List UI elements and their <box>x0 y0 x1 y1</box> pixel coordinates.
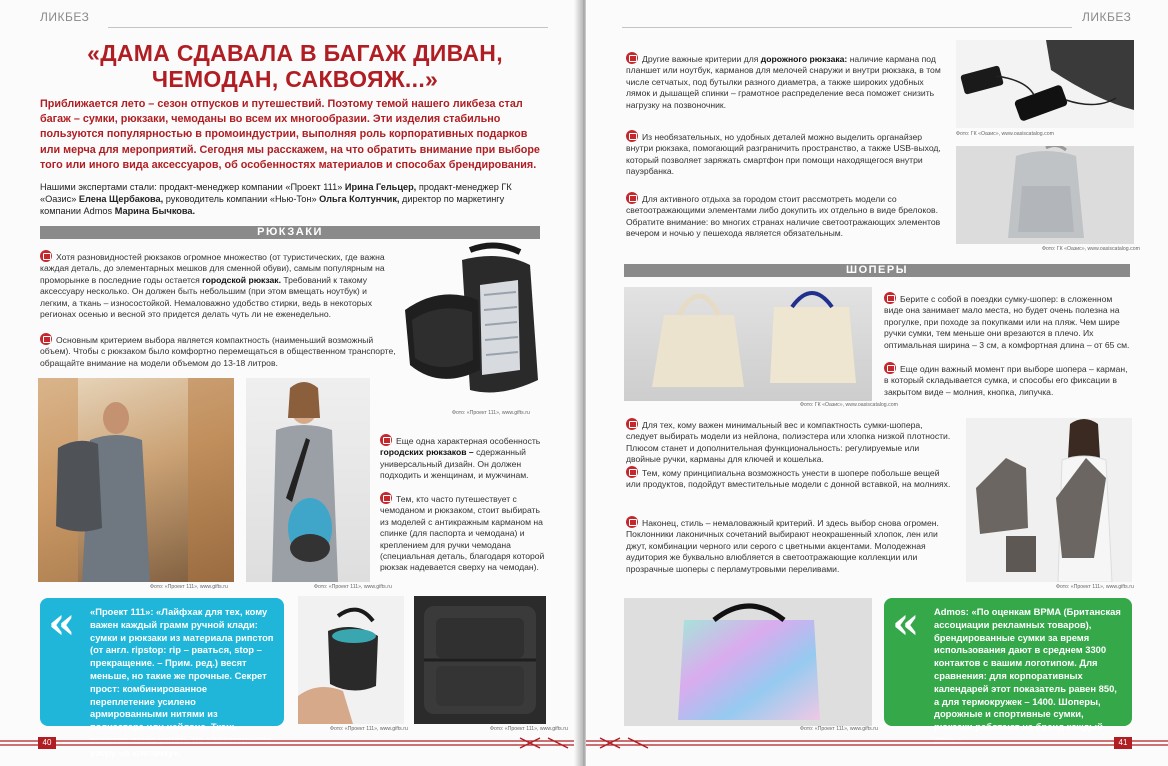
bag-bullet-icon <box>380 492 392 504</box>
right-page <box>586 0 1168 766</box>
usb-backpack-photo <box>956 40 1134 128</box>
footer-ornament <box>0 736 582 750</box>
shoppers-paragraph-2: Еще один важный момент при выборе шопера – карман, в который складывается сумка, и способы его фиксации в закрытом виде – молния, кнопка, липучка. <box>884 364 1128 397</box>
photo-credit: Фото: ГК «Оазис», www.oasiscatalog.com <box>800 402 898 408</box>
backpacks-paragraph-4: Тем, кто часто путешествует с чемоданом и рюкзаком, стоит выбирать из моделей с антикражным карманом на спинке (для паспорта и чемодана) и креплением для ручки чемодана (специальная деталь, благодаря которой рюкзак надевается сверху на чемодан). <box>380 494 545 573</box>
backpacks-paragraph-7: Для активного отдыха за городом стоит рассмотреть модели со светоотражающими элементами либо докупить их отдельно в виде брелоков. Обратите внимание: во многих странах наличие светоотражающих элементов вечером и ночью у пешехода является обязательным. <box>626 194 941 239</box>
footer-ornament <box>586 736 1168 750</box>
shoppers-paragraph-1: Берите с собой в поездки сумку-шопер: в сложенном виде она занимает мало места, но будет очень полезна на прогулке, при походе за покупками или на пляж. Чем шире ручки сумки, тем меньше они врезаются в плечо. Их оптимальная ширина – 3 см, а комфортная длина – от 65 см. <box>884 294 1130 350</box>
header-rule <box>108 27 548 28</box>
article-title: «ДАМА СДАВАЛА В БАГАЖ ДИВАН, ЧЕМОДАН, САКВОЯЖ...» <box>87 40 503 92</box>
backpacks-paragraph-3: Еще одна характерная особенность городских рюкзаков – сдержанный универсальный дизайн. Он должен подходить и женщинам, и мужчинам. <box>380 436 541 481</box>
article-lead: Приближается лето – сезон отпусков и путешествий. Поэтому темой нашего ликбеза стал багаж – сумки, рюкзаки, чемоданы во всем их многообразии. Эти изделия стабильно пользуются популярностью в промоиндустрии, выполняя роль корпоративных подарков или мерча для мероприятий. Сегодня мы расскажем, на что обратить внимание при выборе того или иного вида аксессуаров, об особенностях материалов и способах брендирования. <box>40 98 540 171</box>
photo-credit: Фото: «Проект 111», www.gifts.ru <box>330 726 408 732</box>
backpacks-paragraph-1: Хотя разновидностей рюкзаков огромное множество (от туристических, где важна каждая деталь, до элементарных мешков для сменной обуви), самым популярным на промоpынке в последние годы остается городской рюкзак. Требований к такому аксессуару несколько. Он должен быть небольшим (при этом вмещать ноутбук) и легким, а ткань – износостойкой. Немаловажно удобство стирки, ведь в некоторых регионах осенью и весной это придется делать чуть ли не еженедельно. <box>40 252 385 320</box>
backpack-product-photo <box>400 240 550 410</box>
bag-bullet-icon <box>626 192 638 204</box>
bag-bullet-icon <box>380 434 392 446</box>
photo-credit: Фото: «Проект 111», www.gifts.ru <box>150 584 228 590</box>
photo-credit: Фото: «Проект 111», www.gifts.ru <box>452 410 530 416</box>
folded-bag-photo <box>298 596 404 724</box>
bag-bullet-icon <box>884 292 896 304</box>
photo-credit: Фото: «Проект 111», www.gifts.ru <box>800 726 878 732</box>
quote-mark-icon: « <box>48 598 76 649</box>
bag-bullet-icon <box>626 130 638 142</box>
reflective-backpack-photo <box>956 146 1134 244</box>
bag-bullet-icon <box>626 516 638 528</box>
bag-bullet-icon <box>40 250 52 262</box>
photo-credit: Фото: ГК «Оазис», www.oasiscatalog.com <box>1042 246 1140 252</box>
shopper-bags-photo <box>624 287 872 401</box>
backpacks-paragraph-2: Основным критерием выбора является компактность (наименьший возможный объем). Чтобы с рюкзаком было комфортно перемещаться в общественном транспорте, обращайте внимание на модели объемом до 13-18 литров. <box>40 335 396 368</box>
backpacks-paragraph-6: Из необязательных, но удобных деталей можно выделить органайзер внутри рюкзака, помогающий разграничить пространство, а также USB-выход, который позволяет заряжать смартфон при помощи находящегося внутри пауэрбанка. <box>626 132 941 177</box>
bag-bullet-icon <box>626 418 638 430</box>
page-number: 41 <box>1114 737 1132 749</box>
header-rule <box>622 27 1072 28</box>
ripstop-fabric-photo <box>414 596 546 724</box>
backpacks-paragraph-5: Другие важные критерии для дорожного рюкзака: наличие кармана под планшет или ноутбук, карманов для мелочей снаружи и внутри рюкзака, в том числе сетчатых, под бутылки разного диаметра, а также широких удобных лямок и дышащей спинки – грамотное распределение веса поможет снизить нагрузку на позвоночник. <box>626 54 941 110</box>
expert-quote-admos: « Admos: «По оценкам BPMA (Британская ассоциации рекламных товаров), брендированные сумки за время использования дают в среднем 3300 контактов с вашим логотипом. Для сравнения: для корпоративных календарей этот показатель равен 850, а для термокружек – 1400. Шоперы, дорожные и спортивные сумки, рюкзаки работают на бренд каждый день». <box>884 598 1132 726</box>
bag-bullet-icon <box>40 333 52 345</box>
bag-bullet-icon <box>884 362 896 374</box>
bag-bullet-icon <box>626 52 638 64</box>
shoppers-paragraph-4: Тем, кому принципиальна возможность унести в шопере побольше вещей или продуктов, подойдут вместительные модели с донной вставкой, на молниях. <box>626 468 951 490</box>
photo-credit: Фото: «Проект 111», www.gifts.ru <box>314 584 392 590</box>
photo-credit: Фото: «Проект 111», www.gifts.ru <box>490 726 568 732</box>
expert-quote-proekt111: « «Проект 111»: «Лайфхак для тех, кому важен каждый грамм ручной клади: сумки и рюкзаки из материала рипстоп (от англ. ripstop: rip – рваться, stop – прекращение. – Прим. ред.) весят меньше, но такие же прочные. Секрет прост: комбинированное переплетение усилено армированными нитями из полиэстера или нейлона. Ткань рипстоп легко узнать по характерному узору «в клеточку». <box>40 598 284 726</box>
shoppers-paragraph-5: Наконец, стиль – немаловажный критерий. И здесь выбор снова огромен. Поклонники лаконичных сочетаний выбирают неокрашенный хлопок, лен или джут, комбинации черного или серого с цветными акцентами. Молодежная аудитория же буквально влюбляется в светоотражающие коллекции или прозрачные шоперы с перламутровыми переливами. <box>626 518 939 574</box>
running-header: ЛИКБЕЗ <box>1082 10 1132 24</box>
page-number: 40 <box>38 737 56 749</box>
bag-bullet-icon <box>626 466 638 478</box>
section-header-backpacks: РЮКЗАКИ <box>40 226 540 239</box>
woman-with-shopper-photo <box>966 418 1132 582</box>
holographic-shopper-photo <box>624 598 872 726</box>
shoppers-paragraph-3: Для тех, кому важен минимальный вес и компактность сумки-шопера, следует выбирать модели из нейлона, полиэстера или хлопка низкой плотности. Плюсом станет и дополнительная функциональность: регулируемые или двойные ручки, карманы для ключей и кошелька. <box>626 420 951 465</box>
photo-credit: Фото: ГК «Оазис», www.oasiscatalog.com <box>956 131 1054 137</box>
experts-list: Нашими экспертами стали: продакт-менеджер компании «Проект 111» Ирина Гельцер, продакт-менеджер ГК «Оазис» Елена Щербакова, руководитель компании «Нью-Тон» Ольга Колтунчик, директор по маркетингу компании Admos Марина Бычкова. <box>40 182 512 216</box>
running-header: ЛИКБЕЗ <box>40 10 90 24</box>
woman-with-backpack-photo <box>246 378 370 582</box>
photo-credit: Фото: «Проект 111», www.gifts.ru <box>1056 584 1134 590</box>
man-with-backpack-photo <box>38 378 234 582</box>
section-header-shoppers: ШОПЕРЫ <box>624 264 1130 277</box>
left-page <box>0 0 582 766</box>
quote-mark-icon: « <box>892 598 920 649</box>
